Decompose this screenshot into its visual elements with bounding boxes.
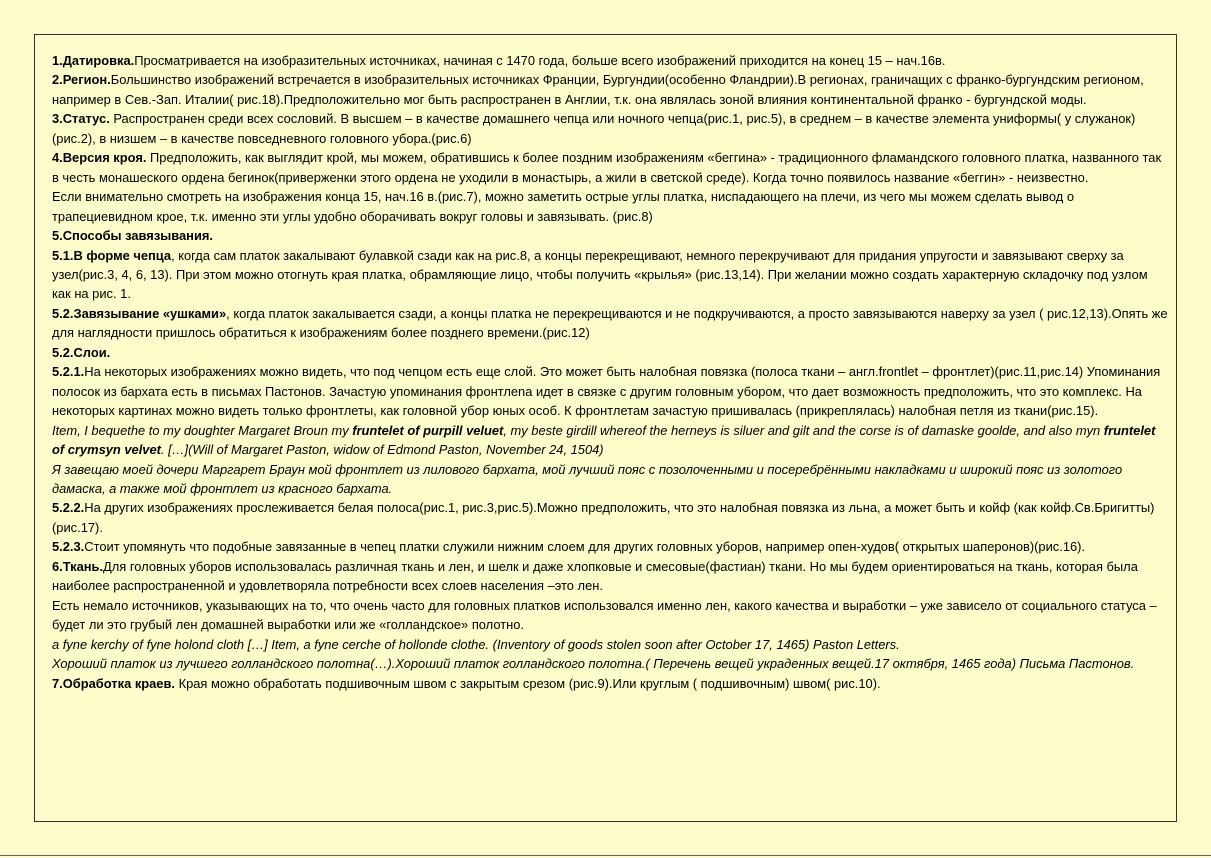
section-5-2-2: 5.2.2.На других изображениях прослеживается белая полоса(рис.1, рис.3,рис.5).Можно предположить, что это налобная повязка из льна, а может быть и койф (как койф.Св.Бригитты)(рис.17).	[52, 500, 1155, 535]
section-5-1: 5.1.В форме чепца, когда сам платок закалывают булавкой сзади как на рис.8, а концы перекрещивают, немного перекручивают для придания упругости и завязывают сверху за узел(рис.3, 4, 6, 13). При этом можно отогнуть края платка, обрамляющие лицо, чтобы получить «крылья» (рис.13,14). При желании можно создать характерную складочку под узлом как на рис. 1.	[52, 247, 1148, 302]
section-5-2-ears: 5.2.Завязывание «ушками», когда платок закалывается сзади, а концы платка не перекрещиваются и не подкручиваются, а просто завязываются наверху за узел ( рис.12,13).Опять же для наглядности пришлось обратиться к изображениям более позднего времени.(рис.12)	[52, 305, 1168, 341]
section-cut-para2: Если внимательно смотреть на изображения конца 15, нач.16 в.(рис.7), можно заметить острые углы платка, ниспадающего на плечи, из чего мы можем сделать вывод о трапециевидном крое, т.к. именно эти углы удобно оборачивать вокруг головы и завязывать. (рис.8)	[52, 189, 1074, 224]
section-5-2-1: 5.2.1.На некоторых изображениях можно видеть, что под чепцом есть еще слой. Это может быть налобная повязка (полоса ткани – англ.frontlet – фронтлет)(рис.11,рис.14) Упоминания полосок из бархата есть в письмах Пастонов. Зачастую упоминания фронтлena идет в связке с другим головным убором, что дает возможность предположить, что это комплекс. На некоторых картинах можно видеть только фронтлеты, как головной убор юных особ. К фронтлетам зачастую пришивалась (прикреплялась) налобная петля из ткани(рис.15).	[52, 364, 1161, 419]
section-5-2-3: 5.2.3.Стоит упомянуть что подобные завязанные в чепец платки служили нижним слоем для других головных уборов, например опен-худов( открытых шаперонов)(рис.16).	[52, 539, 1086, 555]
section-region: 2.Регион.Большинство изображений встречается в изобразительных источниках Франции, Бургундии(особенно Фландрии).В регионах, граничащих с франко-бургундским регионом, например в Сев.-Зап. Италии( рис.18).Предположительно мог быть распространен в Англии, т.к. она являлась зоной влияния континентальной франко - бургундской моды.	[52, 72, 1144, 107]
section-tying: 5.Способы завязывания.	[52, 228, 213, 244]
document-body	[52, 51, 1168, 693]
section-cut: 4.Версия кроя. Предположить, как выглядит крой, мы можем, обратившись к более поздним изображениям «беггина» - традиционного фламандского головного платка, названного так в честь монашеского ордена бегинок(приверженки этого ордена не уходили в монастырь, а жили в светской среде). Когда точно появилось название «беггин» - неизвестно.	[52, 150, 1162, 185]
section-dating: 1.Датировка.Просматривается на изобразительных источниках, начиная с 1470 года, больше всего изображений приходится на конец 15 – нач.16в.	[52, 53, 946, 68]
quote-will-translation: Я завещаю моей дочери Маргарет Браун мой фронтлет из лилового бархата, мой лучший пояс с позолоченными и посеребрёнными накладками и широкий пояс из золотого дамаска, а также мой фронтлет из красного бархата.	[52, 461, 1123, 496]
section-edges: 7.Обработка краев. Края можно обработать подшивочным швом с закрытым срезом (рис.9).Или круглым ( подшивочным) швом( рис.10).	[52, 675, 881, 691]
section-status: 3.Статус. Распространен среди всех сословий. В высшем – в качестве домашнего чепца или ночного чепца(рис.1, рис.5), в среднем – в качестве элемента униформы( у служанок)(рис.2), в низшем – в качестве повседневного головного убора.(рис.6)	[52, 111, 1136, 146]
section-5-2-layers: 5.2.Слои.	[52, 344, 111, 360]
quote-will: Item, I bequethe to my doughter Margaret Broun my fruntelet of purpill veluet, my beste girdill whereof the herneys is siluer and gilt and the corse is of damaske goolde, and also myn fruntelet of crymsyn velvet. […](Will of Margaret Paston, widow of Edmond Paston, November 24, 1504)	[52, 422, 1156, 458]
bottom-divider	[0, 855, 1211, 856]
section-fabric: 6.Ткань.Для головных уборов использовалась различная ткань и лен, и шелк и даже хлопковые и смесовые(фастиан) ткани. Но мы будем ориентироваться на ткань, которая была наиболее распространенной и удовлетворяла потребности всех слоев населения –это лен.	[52, 558, 1138, 594]
section-fabric-para2: Есть немало источников, указывающих на то, что очень часто для головных платков использовался именно лен, какого качества и выработки – уже зависело от социального статуса – будет ли это грубый лен домашней выработки или же «голландское» полотно.	[52, 597, 1157, 633]
quote-inventory-translation: Хороший платок из лучшего голландского полотна(…).Хороший платок голландского полотна.( Перечень вещей украденных вещей.17 октября, 1465 года) Письма Пастонов.	[52, 656, 1135, 672]
quote-inventory: a fyne kerchy of fyne holond cloth […] Item, a fyne cerche of hollonde clothe. (Inventory of goods stolen soon after October 17, 1465) Paston Letters.	[52, 636, 900, 652]
